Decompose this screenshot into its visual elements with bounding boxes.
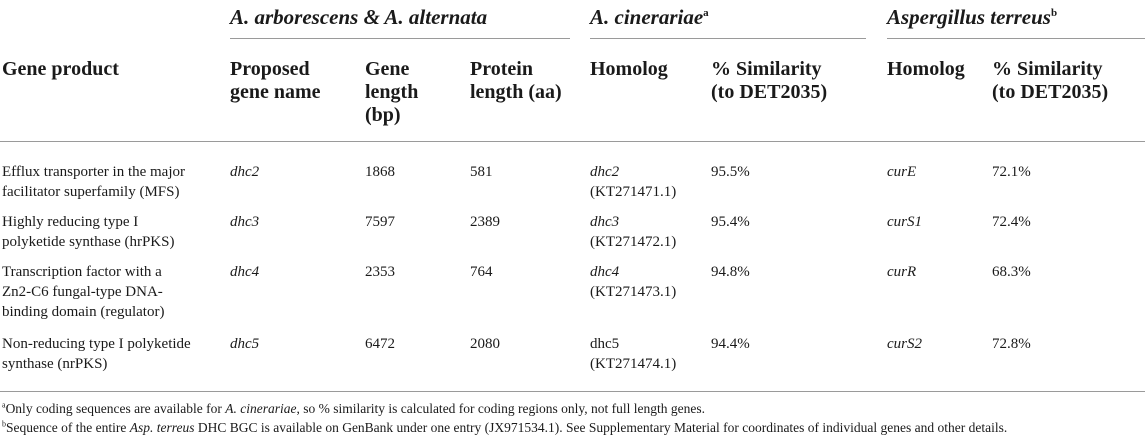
table-row-3-gene-name: dhc4 [230, 264, 260, 280]
header-homolog-terreus: Homolog [887, 58, 965, 80]
header-gene-length: Gene length (bp) [365, 58, 419, 126]
table-bottom-rule [0, 391, 1145, 392]
table-row-1-cin-homolog: dhc2 (KT271471.1) [590, 164, 677, 200]
table-row-2-cin-homolog: dhc3 (KT271472.1) [590, 214, 677, 250]
table-row-4-protein-length: 2080 [470, 336, 500, 352]
table-row-1-ter-similarity: 72.1% [992, 164, 1031, 180]
table-row-1-product: Efflux transporter in the major facilitator superfamily (MFS) [2, 164, 186, 200]
group-header-arborescens-alternata: A. arborescens & A. alternata [230, 5, 488, 29]
header-similarity-terreus: % Similarity (to DET2035) [992, 58, 1109, 103]
table-row-3-protein-length: 764 [470, 264, 493, 280]
table-row-1-gene-length: 1868 [365, 164, 395, 180]
table-row-3-cin-similarity: 94.8% [711, 264, 750, 280]
footnote-a: $^a$Only coding sequences are available for A. cinerariae, so % similarity is calculated for coding regions only, not full length genes. [2, 400, 706, 416]
table-row-1-protein-length: 581 [470, 164, 493, 180]
table-row-3-product: Transcription factor with a Zn2-C6 fungal-type DNA- binding domain (regulator) [2, 264, 165, 320]
table-row-3-cin-homolog: dhc4 (KT271473.1) [590, 264, 677, 300]
footnote-b: $^b$Sequence of the entire Asp. terreus DHC BGC is available on GenBank under one entry (JX971534.1). See Supplementary Material for coordinates of individual genes and other details. [2, 419, 1008, 435]
table-row-2-ter-homolog: curS1 [887, 214, 922, 230]
table-row-2-gene-length: 7597 [365, 214, 395, 230]
table-row-4-product: Non-reducing type I polyketide synthase (nrPKS) [2, 336, 191, 372]
table-row-2-product: Highly reducing type I polyketide synthase (hrPKS) [2, 214, 175, 250]
table-row-4-cin-homolog: dhc5 (KT271474.1) [590, 336, 677, 372]
table-row-3-ter-homolog: curR [887, 264, 917, 280]
table-row-2-protein-length: 2389 [470, 214, 500, 230]
group-underline-3 [887, 38, 1145, 39]
table-row-3-ter-similarity: 68.3% [992, 264, 1031, 280]
header-similarity-cinerariae: % Similarity (to DET2035) [711, 58, 828, 103]
table-row-4-gene-length: 6472 [365, 336, 395, 352]
table-row-1-ter-homolog: curE [887, 164, 917, 180]
table-row-4-ter-similarity: 72.8% [992, 336, 1031, 352]
table-row-4-cin-similarity: 94.4% [711, 336, 750, 352]
group-header-cinerariae: A. cinerariae$^a$ [590, 5, 709, 29]
table-row-1-gene-name: dhc2 [230, 164, 260, 180]
table-row-4-ter-homolog: curS2 [887, 336, 922, 352]
table-row-2-cin-similarity: 95.4% [711, 214, 750, 230]
table-row-4-gene-name: dhc5 [230, 336, 260, 352]
header-homolog-cinerariae: Homolog [590, 58, 668, 80]
table-row-2-gene-name: dhc3 [230, 214, 260, 230]
group-underline-2 [590, 38, 866, 39]
header-gene-product: Gene product [2, 58, 119, 80]
table-row-1-cin-similarity: 95.5% [711, 164, 750, 180]
header-proposed-gene-name: Proposed gene name [230, 58, 321, 103]
table-row-3-gene-length: 2353 [365, 264, 395, 280]
group-underline-1 [230, 38, 570, 39]
table-row-2-ter-similarity: 72.4% [992, 214, 1031, 230]
header-protein-length: Protein length (aa) [470, 58, 562, 103]
header-bottom-rule [0, 141, 1145, 142]
group-header-aspergillus-terreus: Aspergillus terreus$^b$ [887, 5, 1058, 29]
